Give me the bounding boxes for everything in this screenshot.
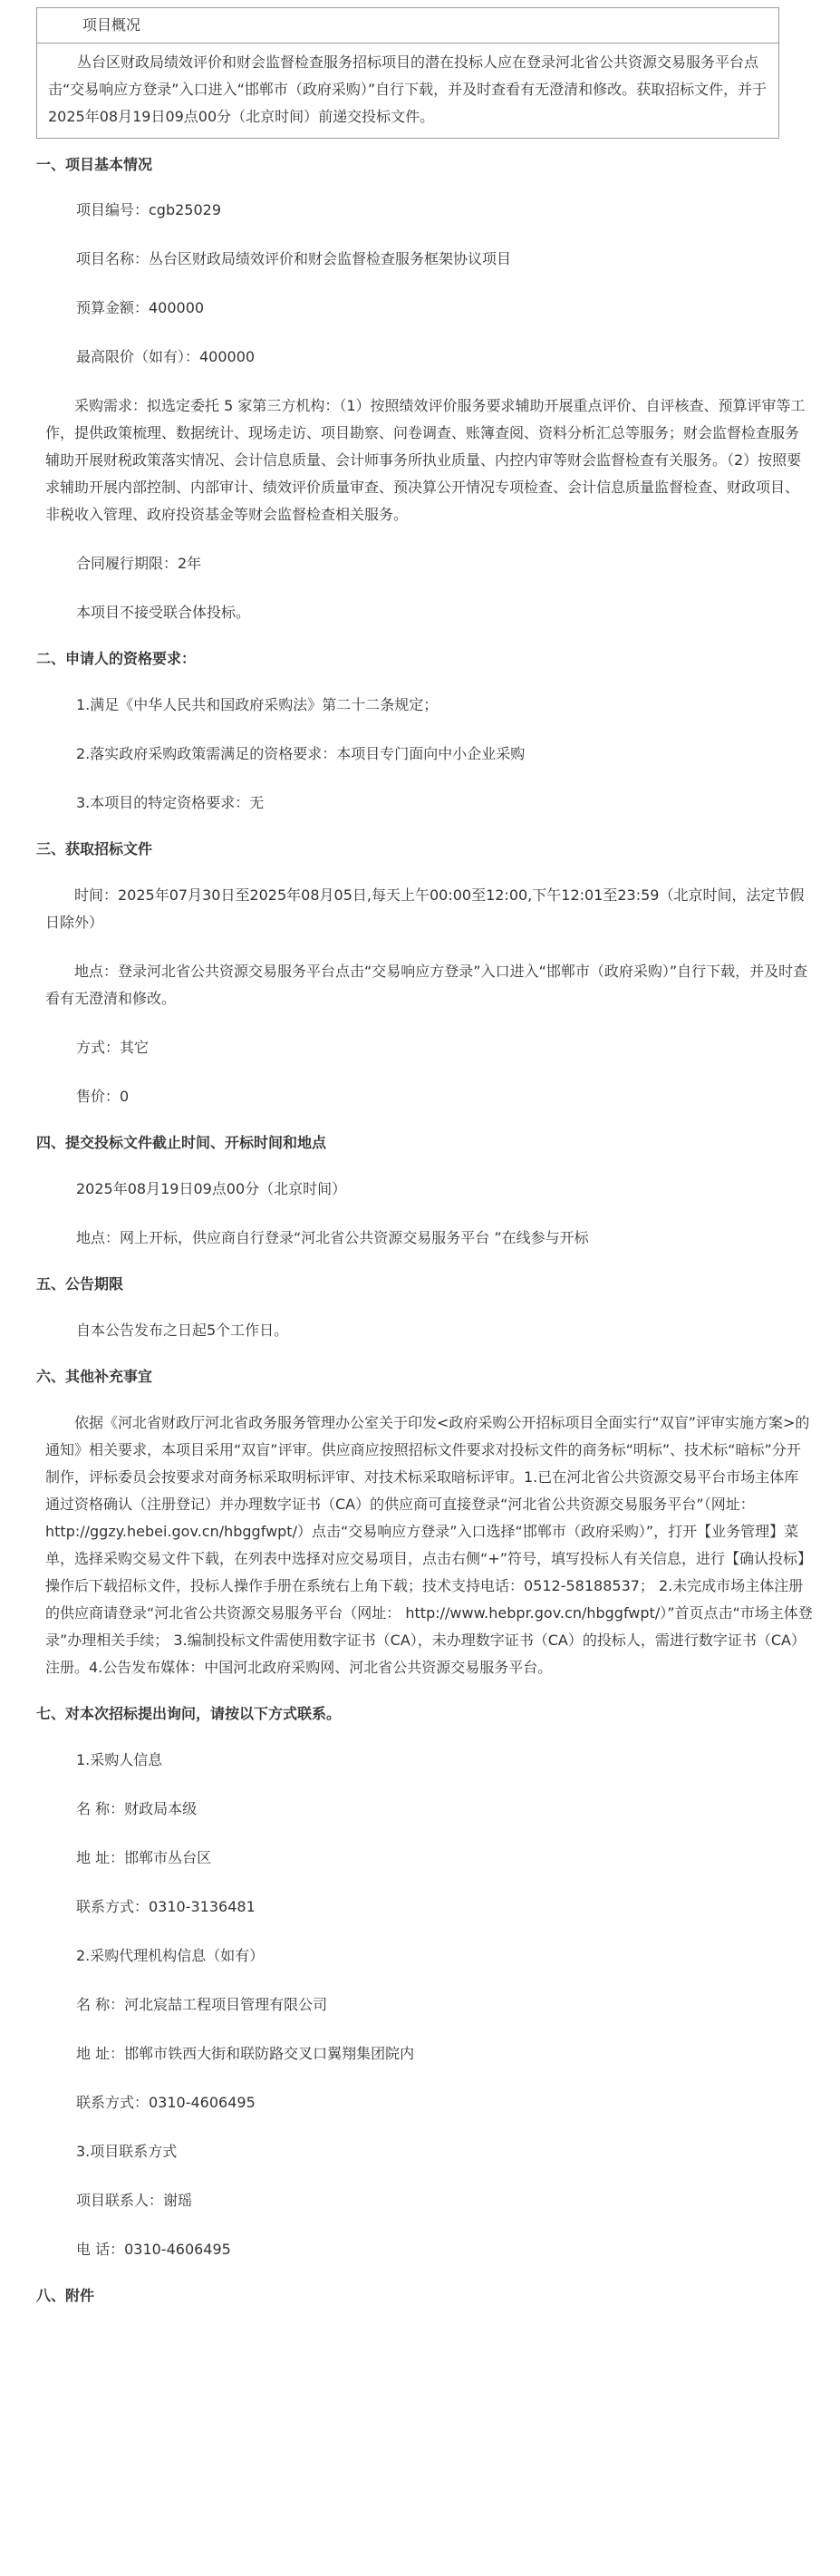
buyer-name: 名 称：财政局本级	[76, 1800, 198, 1817]
agency-phone: 联系方式：0310-4606495	[76, 2094, 256, 2111]
obtain-time: 时间：2025年07月30日至2025年08月05日,每天上午00:00至12:00,下午12:01至23:59（北京时间，法定节假日除外）	[45, 886, 805, 931]
agency-name: 名 称：河北宸喆工程项目管理有限公司	[76, 1996, 328, 2013]
section-title-deadline: 四、提交投标文件截止时间、开标时间和地点	[36, 1134, 327, 1151]
obtain-method: 方式：其它	[76, 1039, 150, 1056]
document-price: 售价：0	[76, 1088, 130, 1105]
bid-deadline: 2025年08月19日09点00分（北京时间）	[76, 1180, 347, 1197]
agency-info-heading: 2.采购代理机构信息（如有）	[76, 1947, 265, 1964]
contract-period: 合同履行期限：2年	[76, 555, 202, 572]
project-number: 项目编号：cgb25029	[76, 201, 222, 218]
section-title-qualifications: 二、申请人的资格要求：	[36, 650, 197, 667]
project-contact-person: 项目联系人：谢瑶	[76, 2192, 193, 2209]
qualification-item-1: 1.满足《中华人民共和国政府采购法》第二十二条规定；	[76, 696, 439, 713]
project-name: 项目名称：丛台区财政局绩效评价和财会监督检查服务框架协议项目	[76, 250, 512, 267]
section-title-basic-info: 一、项目基本情况	[36, 156, 153, 173]
announcement-period: 自本公告发布之日起5个工作日。	[76, 1322, 289, 1339]
procurement-demand: 采购需求：拟选定委托 5 家第三方机构：（1）按照绩效评价服务要求辅助开展重点评价、自评核查、预算评审等工作，提供政策梳理、数据统计、现场走访、项目勘察、问卷调查、账簿查阅、资料分析汇总等服务；财会监督检查服务辅助开展财税政策落实情况、会计信息质量、会计师事务所执业质量、内控内审等财会监督检查有关服务。（2）按照要求辅助开展内部控制、内部审计、绩效评价质量审查、预决算公开情况专项检查、会计信息质量监督检查、财政项目、非税收入管理、政府投资基金等财会监督检查相关服务。	[45, 397, 806, 523]
overview-text: 丛台区财政局绩效评价和财会监督检查服务招标项目的潜在投标人应在登录河北省公共资源交易服务平台点击“交易响应方登录”入口进入“邯郸市（政府采购）”自行下载，并及时查看有无澄清和修改。获取招标文件，并于2025年08月19日09点00分（北京时间）前递交投标文件。	[48, 53, 768, 125]
supplementary-text: 依据《河北省财政厅河北省政务服务管理办公室关于印发<政府采购公开招标项目全面实行“双盲”评审实施方案>的通知》相关要求，本项目采用“双盲”评审。供应商应按照招标文件要求对投标文件的商务标“明标”、技术标“暗标”分开制作，评标委员会按要求对商务标采取明标评审、对技术标采取暗标评审。1.已在河北省公共资源交易平台市场主体库通过资格确认（注册登记）并办理数字证书（CA）的供应商可直接登录“河北省公共资源交易服务平台”（网址：http://ggzy.hebei.gov.cn/hbggfwpt/）点击“交易响应方登录”入口选择“邯郸市（政府采购）”，打开【业务管理】菜单，选择采购交易文件下载，在列表中选择对应交易项目，点击右侧“+”符号，填写投标人有关信息，进行【确认投标】操作后下载招标文件，投标人操作手册在系统右上角下载；技术支持电话：0512-58188537； 2.未完成市场主体注册的供应商请登录“河北省公共资源交易服务平台（网址： http://www.hebpr.gov.cn/hbggfwpt/）”首页点击“市场主体登录”办理相关手续； 3.编制投标文件需使用数字证书（CA），未办理数字证书（CA）的投标人，需进行数字证书（CA）注册。4.公告发布媒体：中国河北政府采购网、河北省公共资源交易服务平台。	[45, 1414, 813, 1676]
agency-address: 地 址：邯郸市铁西大街和联防路交叉口翼翔集团院内	[76, 2045, 415, 2062]
buyer-address: 地 址：邯郸市丛台区	[76, 1849, 212, 1866]
bid-opening-place: 地点：网上开标，供应商自行登录“河北省公共资源交易服务平台 ”在线参与开标	[76, 1229, 589, 1246]
max-price: 最高限价（如有）：400000	[76, 348, 256, 365]
project-overview-box	[36, 7, 779, 139]
buyer-info-heading: 1.采购人信息	[76, 1751, 163, 1768]
notice-page	[0, 7, 840, 2576]
qualification-item-3: 3.本项目的特定资格要求：无	[76, 794, 265, 811]
notice-content	[27, 154, 813, 2307]
section-title-attachments: 八、附件	[36, 2287, 95, 2304]
section-title-announcement-period: 五、公告期限	[36, 1275, 124, 1293]
project-contact-phone: 电 话：0310-4606495	[76, 2241, 231, 2258]
buyer-phone: 联系方式：0310-3136481	[76, 1898, 256, 1915]
qualification-item-2: 2.落实政府采购政策需满足的资格要求：本项目专门面向中小企业采购	[76, 745, 526, 762]
section-title-contact: 七、对本次招标提出询问，请按以下方式联系。	[36, 1705, 342, 1722]
overview-title: 项目概况	[37, 8, 778, 44]
project-contact-heading: 3.项目联系方式	[76, 2143, 178, 2160]
section-title-obtain-documents: 三、获取招标文件	[36, 840, 153, 857]
section-title-supplementary: 六、其他补充事宜	[36, 1368, 153, 1385]
obtain-place: 地点：登录河北省公共资源交易服务平台点击“交易响应方登录”入口进入“邯郸市（政府采购）”自行下载，并及时查看有无澄清和修改。	[45, 963, 808, 1007]
consortium-note: 本项目不接受联合体投标。	[76, 604, 251, 621]
budget-amount: 预算金额：400000	[76, 299, 205, 316]
